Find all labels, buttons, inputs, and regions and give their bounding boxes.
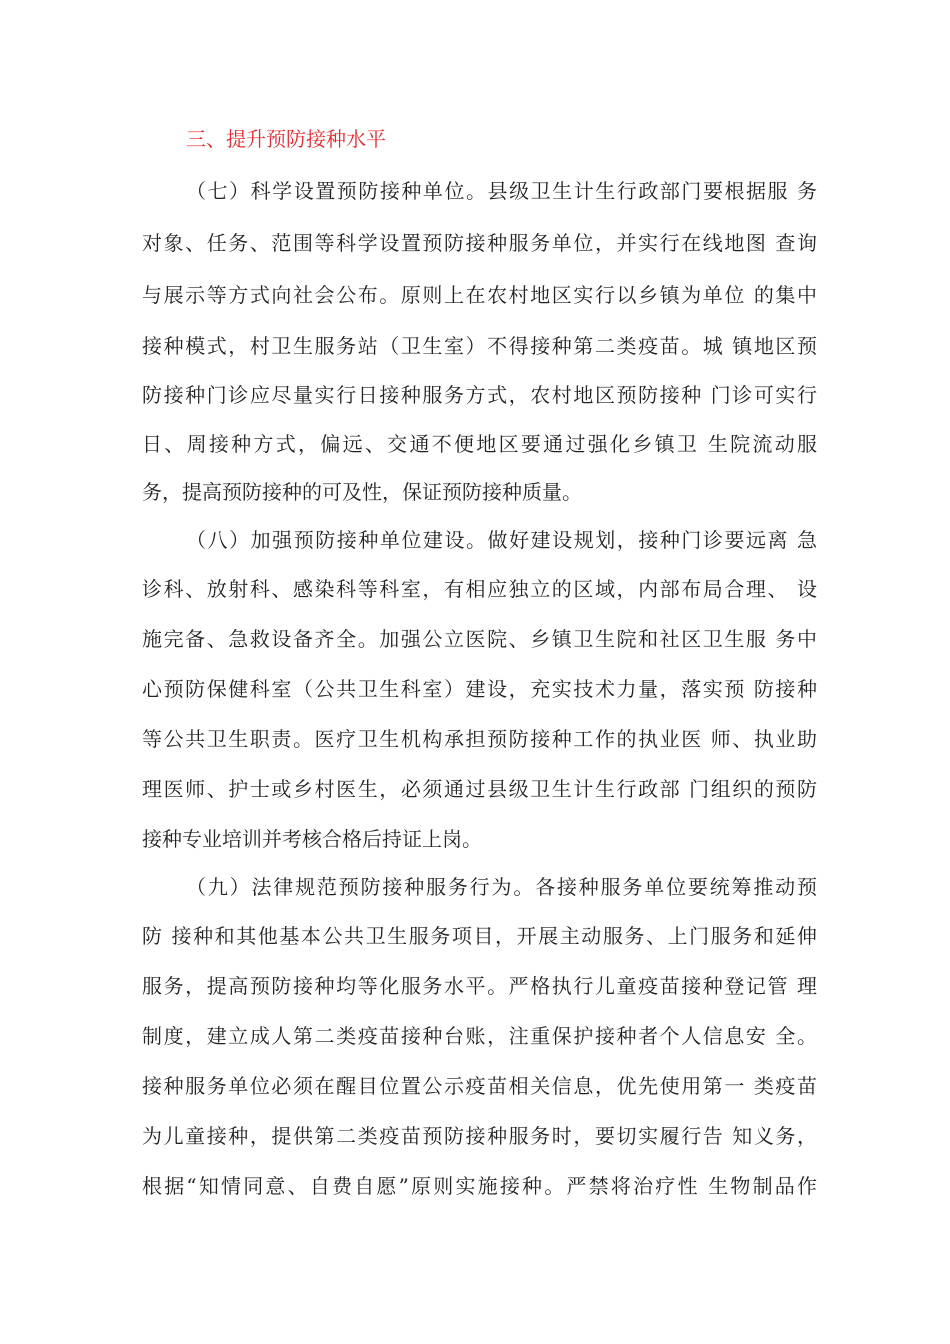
paragraph-8-line-1: （八）加强预防接种单位建设。做好建设规划，接种门诊要远离 急 xyxy=(186,528,817,552)
paragraph-9-line-7: 根据“知情同意、自费自愿”原则实施接种。严禁将治疗性 生物制品作 xyxy=(142,1174,817,1198)
paragraph-9-line-4: 制度，建立成人第二类疫苗接种台账，注重保护接种者个人信息安 全。 xyxy=(142,1024,817,1048)
paragraph-7-line-5: 防接种门诊应尽量实行日接种服务方式，农村地区预防接种 门诊可实行 xyxy=(142,383,817,407)
paragraph-8-line-3: 施完备、急救设备齐全。加强公立医院、乡镇卫生院和社区卫生服 务中 xyxy=(142,627,817,651)
paragraph-8-line-2: 诊科、放射科、感染科等科室，有相应独立的区域，内部布局合理、 设 xyxy=(142,577,817,601)
paragraph-7-line-4: 接种模式，村卫生服务站（卫生室）不得接种第二类疫苗。城 镇地区预 xyxy=(142,334,817,358)
paragraph-7-line-3: 与展示等方式向社会公布。原则上在农村地区实行以乡镇为单位 的集中 xyxy=(142,283,817,307)
paragraph-9-line-1: （九）法律规范预防接种服务行为。各接种服务单位要统筹推动预 xyxy=(186,875,817,899)
paragraph-7-line-2: 对象、任务、范围等科学设置预防接种服务单位，并实行在线地图 查询 xyxy=(142,231,817,255)
paragraph-8-line-7: 接种专业培训并考核合格后持证上岗。 xyxy=(142,827,482,851)
paragraph-9-line-5: 接种服务单位必须在醒目位置公示疫苗相关信息，优先使用第一 类疫苗 xyxy=(142,1074,817,1098)
section-heading: 三、提升预防接种水平 xyxy=(186,127,386,151)
paragraph-7-line-1: （七）科学设置预防接种单位。县级卫生计生行政部门要根据服 务 xyxy=(186,179,817,203)
paragraph-8-line-4: 心预防保健科室（公共卫生科室）建设，充实技术力量，落实预 防接种 xyxy=(142,677,817,701)
paragraph-9-line-6: 为儿童接种，提供第二类疫苗预防接种服务时，要切实履行告 知义务， xyxy=(142,1124,817,1148)
paragraph-7-line-7: 务，提高预防接种的可及性，保证预防接种质量。 xyxy=(142,480,582,504)
paragraph-9-line-2: 防 接种和其他基本公共卫生服务项目，开展主动服务、上门服务和延伸 xyxy=(142,924,817,948)
paragraph-9-line-3: 服务，提高预防接种均等化服务水平。严格执行儿童疫苗接种登记管 理 xyxy=(142,974,817,998)
paragraph-8-line-5: 等公共卫生职责。医疗卫生机构承担预防接种工作的执业医 师、执业助 xyxy=(142,727,817,751)
paragraph-7-line-6: 日、周接种方式，偏远、交通不便地区要通过强化乡镇卫 生院流动服 xyxy=(142,432,817,456)
paragraph-8-line-6: 理医师、护士或乡村医生，必须通过县级卫生计生行政部 门组织的预防 xyxy=(142,777,817,801)
